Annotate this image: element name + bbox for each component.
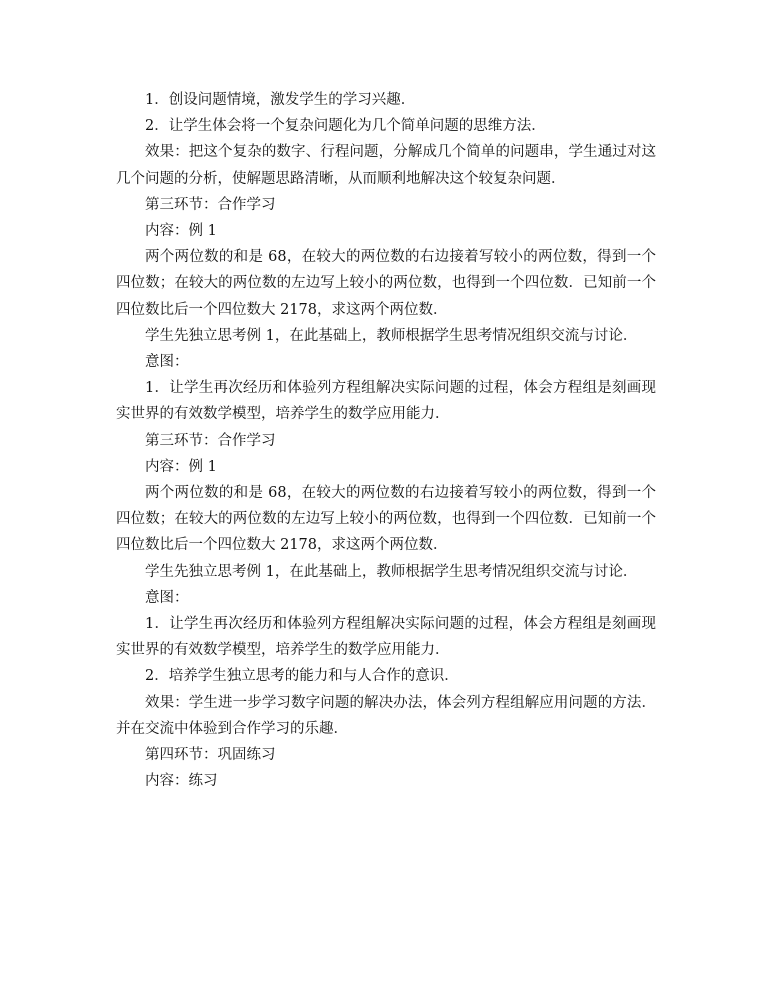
example-problem: 两个两位数的和是 68，在较大的两位数的右边接着写较小的两位数，得到一个四位数；在较大的两位数的左边写上较小的两位数，也得到一个四位数．已知前一个四位数比后一个四位数大 2178，求这两个两位数． (116, 249, 656, 318)
paragraph-intent-1: 1．让学生再次经历和体验列方程组解决实际问题的过程，体会方程组是刻画现实世界的有效数学模型，培养学生的数学应用能力． (116, 380, 656, 423)
intent-label: 意图： (145, 589, 189, 606)
section-heading: 第三环节：合作学习 (145, 432, 276, 449)
content-label: 内容：例 1 (145, 458, 217, 475)
paragraph-intent-1: 1．让学生再次经历和体验列方程组解决实际问题的过程，体会方程组是刻画现实世界的有效数学模型，培养学生的数学应用能力． (116, 616, 656, 659)
document-body (116, 87, 656, 794)
content-label: 内容：例 1 (145, 223, 217, 240)
paragraph-goal-2: 2．让学生体会将一个复杂问题化为几个简单问题的思维方法． (145, 118, 546, 135)
paragraph-intent-2: 2．培养学生独立思考的能力和与人合作的意识． (145, 668, 459, 685)
example-problem: 两个两位数的和是 68，在较大的两位数的右边接着写较小的两位数，得到一个四位数；在较大的两位数的左边写上较小的两位数，也得到一个四位数．已知前一个四位数比后一个四位数大 2178，求这两个两位数． (116, 485, 656, 554)
paragraph-discussion: 学生先独立思考例 1，在此基础上，教师根据学生思考情况组织交流与讨论． (145, 563, 638, 580)
paragraph-discussion: 学生先独立思考例 1，在此基础上，教师根据学生思考情况组织交流与讨论． (145, 327, 638, 344)
content-label: 内容：练习 (145, 773, 218, 790)
section-heading: 第四环节：巩固练习 (145, 747, 276, 764)
intent-label: 意图： (145, 354, 189, 371)
paragraph-goal-1: 1．创设问题情境，激发学生的学习兴趣． (145, 92, 416, 108)
paragraph-effect: 效果：学生进一步学习数字问题的解决办法，体会列方程组解应用问题的方法．并在交流中体验到合作学习的乐趣． (116, 694, 656, 737)
paragraph-effect: 效果：把这个复杂的数字、行程问题，分解成几个简单的问题串，学生通过对这几个问题的分析，使解题思路清晰，从而顺利地解决这个较复杂问题． (116, 144, 656, 187)
section-heading: 第三环节：合作学习 (145, 196, 276, 213)
